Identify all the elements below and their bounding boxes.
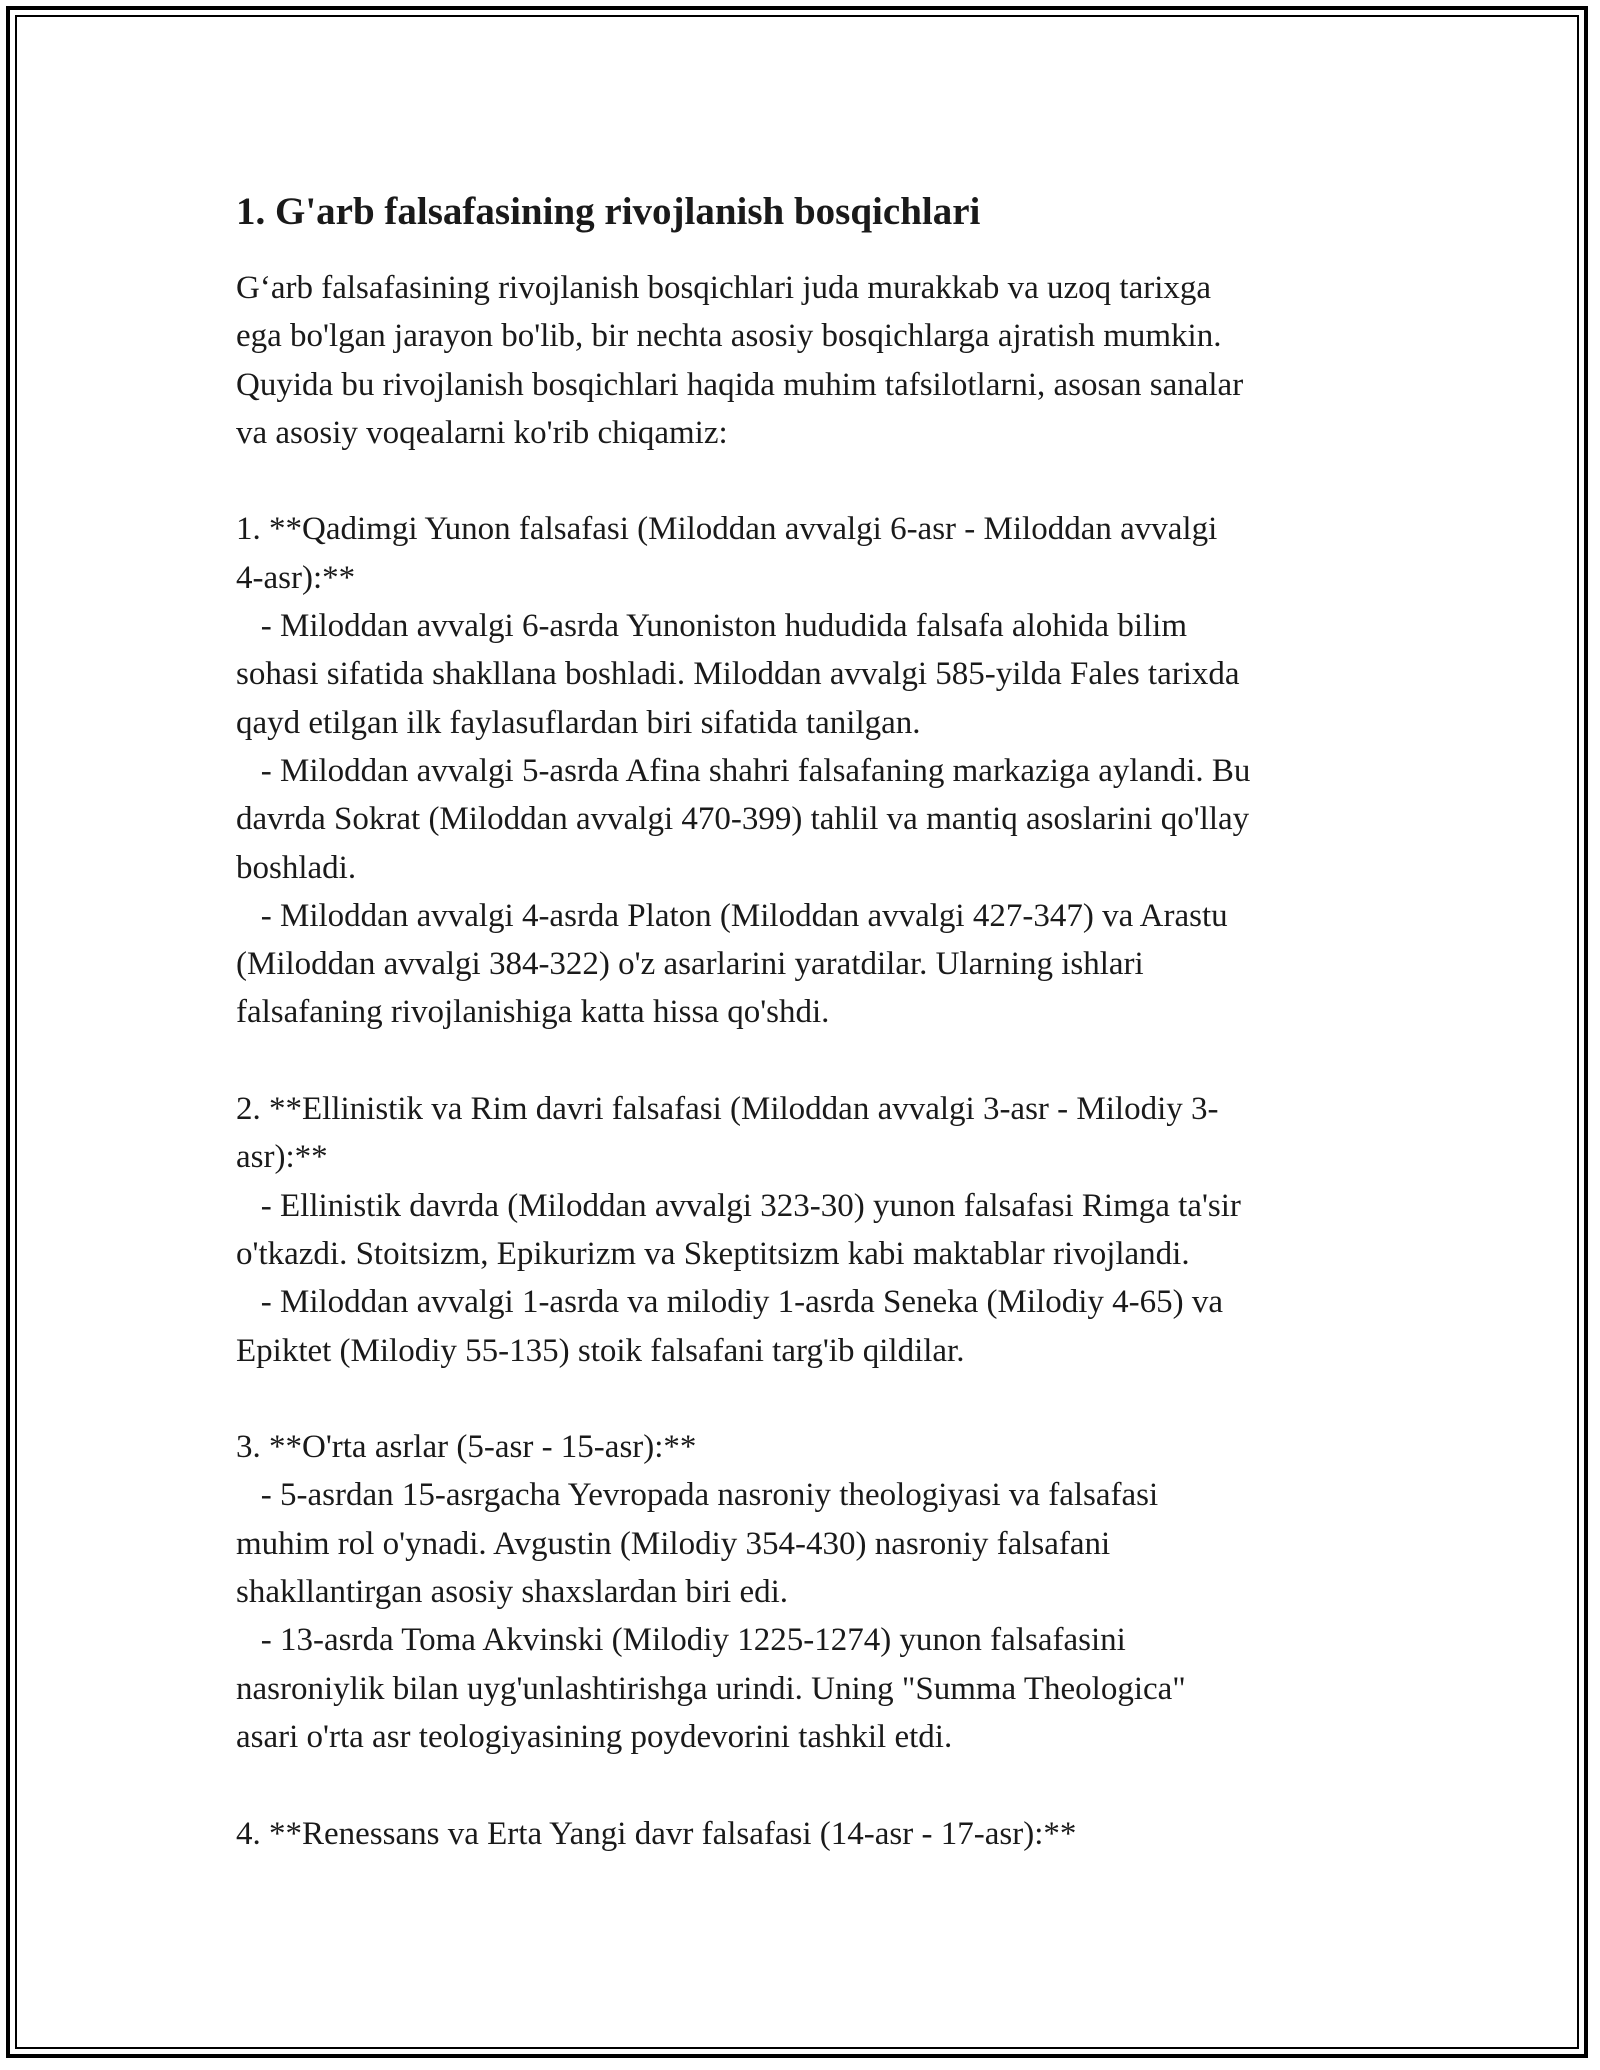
section-bullet: - Miloddan avvalgi 1-asrda va milodiy 1-asrda Seneka (Milodiy 4-65) va Epiktet (Milodiy 55-135) stoik falsafani targ'ib qildilar.: [236, 1284, 1224, 1369]
section-heading: 3. **O'rta asrlar (5-asr - 15-asr):**: [236, 1429, 697, 1466]
paragraph-gap: [236, 1761, 1376, 1809]
section-bullet: - Miloddan avvalgi 6-asrda Yunoniston hududida falsafa alohida bilim sohasi sifatida shakllana boshladi. Miloddan avvalgi 585-yilda Fales tarixda qayd etilgan ilk faylasuflardan biri sifatida tanilgan.: [236, 608, 1240, 741]
section-heading: 1. **Qadimgi Yunon falsafasi (Miloddan avvalgi 6-asr - Miloddan avvalgi 4-asr):**: [236, 511, 1218, 596]
intro-paragraph: G‘arb falsafasining rivojlanish bosqichlari juda murakkab va uzoq tarixga ega bo'lgan jarayon bo'lib, bir nechta asosiy bosqichlarga ajratish mumkin. Quyida bu rivojlanish bosqichlari haqida muhim tafsilotlarni, asosan sanalar va asosiy voqealarni ko'rib chiqamiz:: [236, 270, 1244, 451]
section-bullet: - Ellinistik davrda (Miloddan avvalgi 323-30) yunon falsafasi Rimga ta'sir o'tkazdi. Stoitsizm, Epikurizm va Skeptitsizm kabi maktablar rivojlandi.: [236, 1187, 1241, 1272]
document-title: 1. G'arb falsafasining rivojlanish bosqichlari: [236, 190, 981, 233]
section-heading: 2. **Ellinistik va Rim davri falsafasi (Miloddan avvalgi 3-asr - Milodiy 3- asr):**: [236, 1091, 1219, 1176]
section-bullet: - Miloddan avvalgi 4-asrda Platon (Miloddan avvalgi 427-347) va Arastu (Miloddan avvalgi 384-322) o'z asarlarini yaratdilar. Ularning ishlari falsafaning rivojlanishiga katta hissa qo'shdi.: [236, 897, 1228, 1031]
section-bullet: - 5-asrdan 15-asrgacha Yevropada nasroniy theologiyasi va falsafasi muhim rol o'ynadi. Avgustin (Milodiy 354-430) nasroniy falsafani shakllantirgan asosiy shaxslardan biri edi.: [236, 1477, 1159, 1611]
section-4: [236, 1810, 1376, 1858]
paragraph-gap: [236, 457, 1376, 505]
section-bullet: - 13-asrda Toma Akvinski (Milodiy 1225-1274) yunon falsafasini nasroniylik bilan uyg'unlashtirishga urindi. Uning "Summa Theologica" asari o'rta asr teologiyasining poydevorini tashkil etdi.: [236, 1622, 1186, 1755]
document-body: [236, 184, 1376, 1858]
section-1: [236, 505, 1376, 1036]
section-heading: 4. **Renessans va Erta Yangi davr falsafasi (14-asr - 17-asr):**: [236, 1815, 1077, 1852]
paragraph-gap: [236, 1037, 1376, 1085]
paragraph-gap: [236, 1375, 1376, 1423]
section-2: [236, 1085, 1376, 1375]
section-bullet: - Miloddan avvalgi 5-asrda Afina shahri falsafaning markaziga aylandi. Bu davrda Sokrat (Miloddan avvalgi 470-399) tahlil va mantiq asoslarini qo'llay boshladi.: [236, 752, 1251, 886]
section-3: [236, 1423, 1376, 1761]
